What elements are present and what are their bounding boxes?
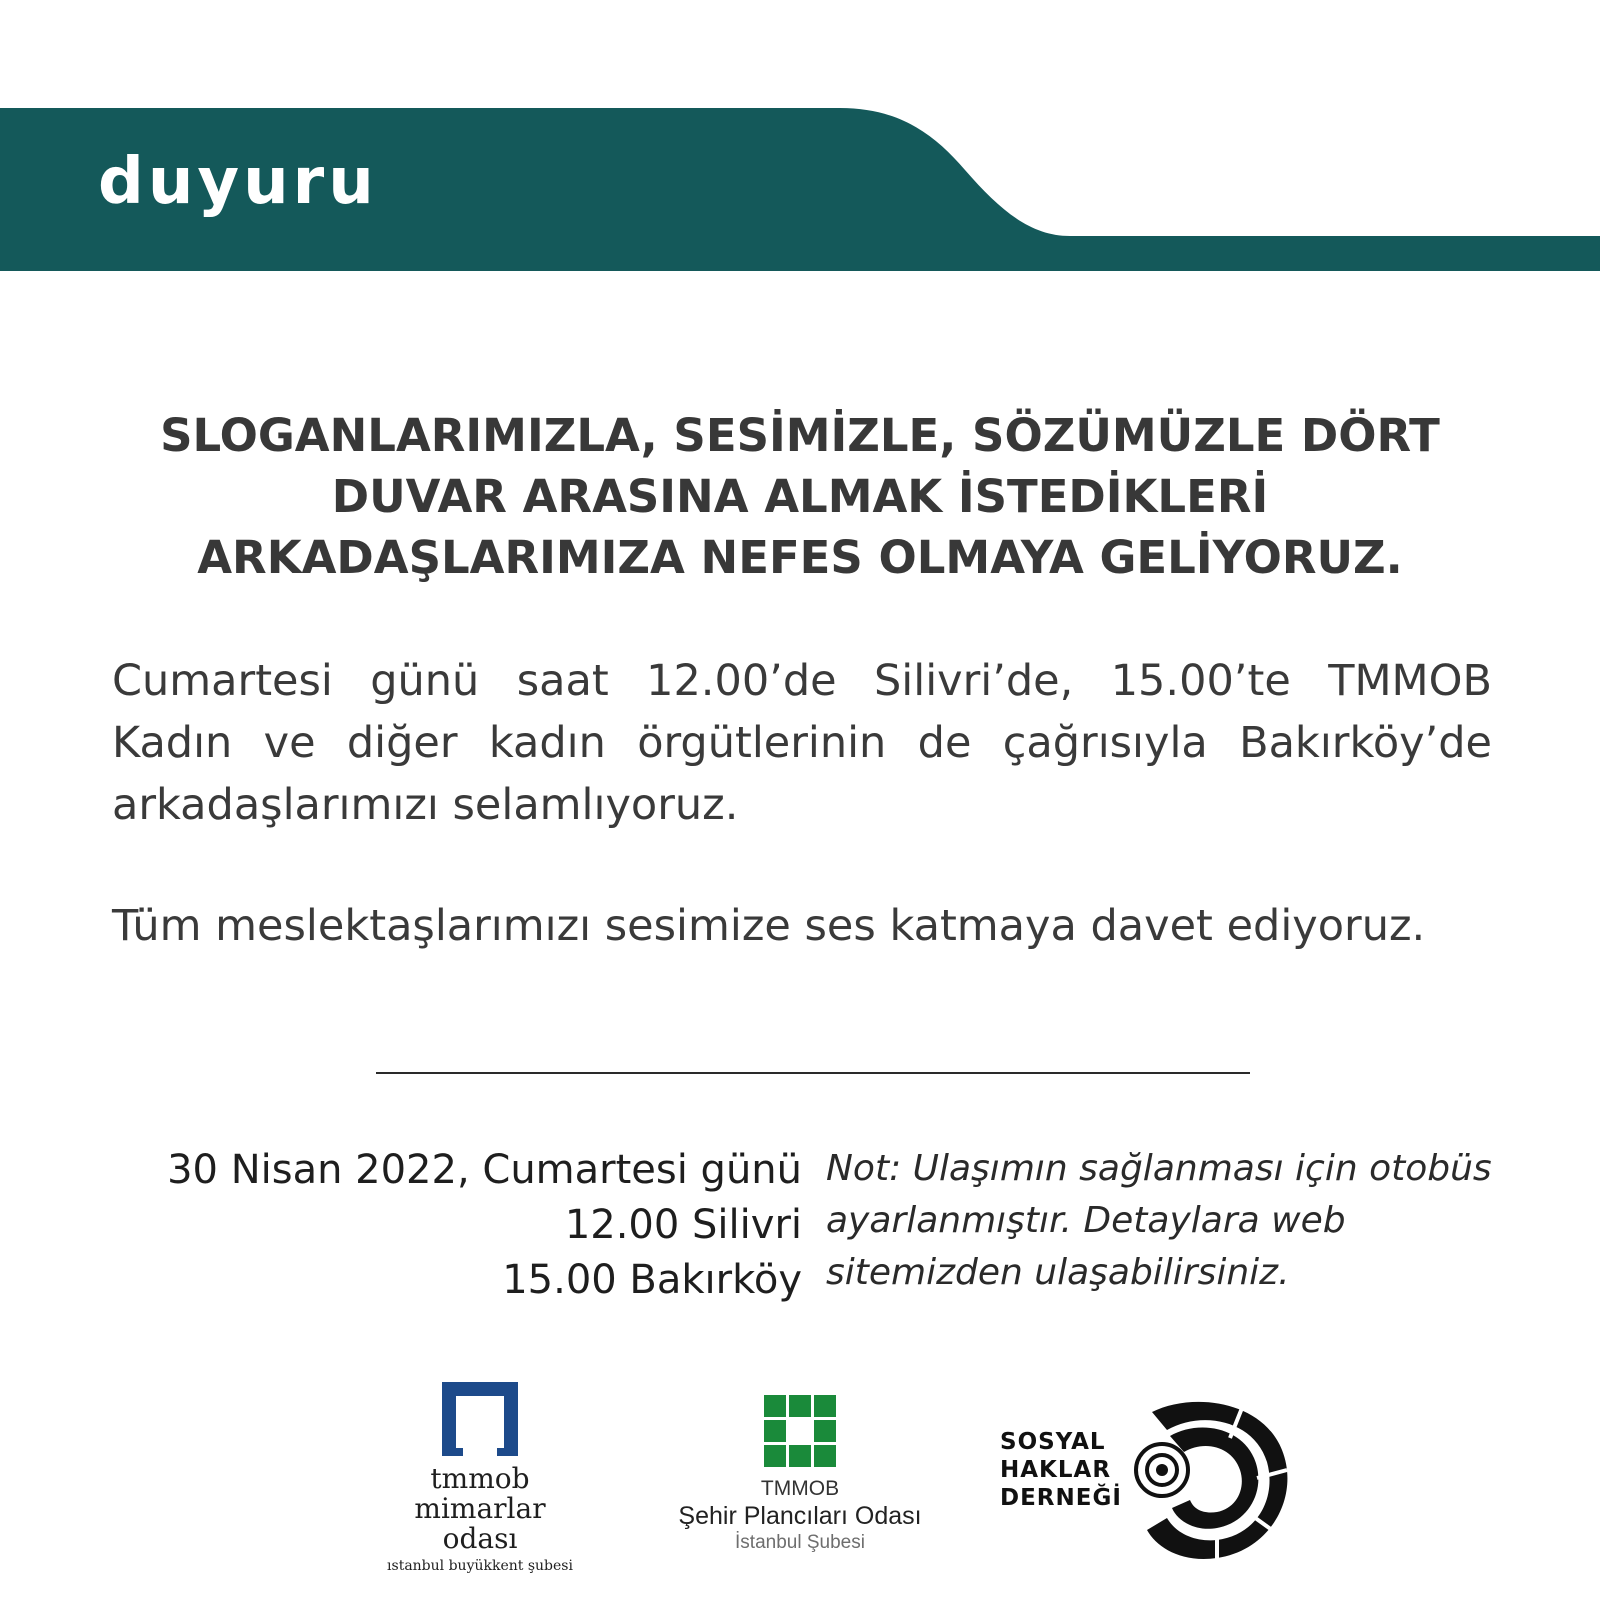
divider (376, 1072, 1250, 1074)
shd-logo-line: SOSYAL (1000, 1429, 1106, 1455)
invite-text: Tüm meslektaşlarımızı sesimize ses katmaya davet ediyoruz. (112, 901, 1426, 951)
shd-logo-text (1000, 1428, 1122, 1512)
mimarlar-logo-line: tmmob (430, 1462, 530, 1495)
headline-line: SLOGANLARIMIZLA, SESİMİZLE, SÖZÜMÜZLE DÖRT (160, 409, 1440, 462)
headline (100, 405, 1500, 588)
event-schedule (100, 1143, 802, 1308)
body-line: arkadaşlarımızı selamlıyoruz. (112, 780, 739, 830)
note-line: Not: Ulaşımın sağlanması için otobüs (826, 1148, 1492, 1189)
spo-logo-name: Şehir Plancıları Odası (678, 1502, 922, 1530)
schedule-date: 30 Nisan 2022, Cumartesi günü (167, 1147, 802, 1193)
spo-logo-branch: İstanbul Şubesi (735, 1532, 865, 1553)
headline-line: DUVAR ARASINA ALMAK İSTEDİKLERİ (331, 470, 1269, 523)
shd-logo-line: DERNEĞİ (1000, 1485, 1122, 1511)
headline-line: ARKADAŞLARIMIZA NEFES OLMAYA GELİYORUZ. (197, 531, 1403, 584)
shell-spiral-icon (1122, 1400, 1302, 1560)
mimarlar-logo-mark-icon (440, 1380, 520, 1460)
sehir-plancilari-logo (665, 1395, 935, 1585)
transport-note (826, 1143, 1546, 1299)
spo-logo-grid-icon (764, 1395, 836, 1467)
mimarlar-odasi-logo (370, 1380, 590, 1580)
schedule-time-silivri: 12.00 Silivri (564, 1202, 802, 1248)
body-line: Cumartesi günü saat 12.00’de Silivri’de, 15.00’te TMMOB (112, 656, 1492, 706)
spo-logo-line: TMMOB (760, 1477, 840, 1500)
mimarlar-logo-line: odası (442, 1522, 518, 1555)
mimarlar-logo-branch: ıstanbul buyükkent şubesi (387, 1558, 573, 1574)
body-paragraph (112, 650, 1492, 836)
sosyal-haklar-dernegi-logo (1000, 1400, 1310, 1560)
shd-logo-line: HAKLAR (1000, 1457, 1112, 1483)
body-line: Kadın ve diğer kadın örgütlerinin de çağrısıyla Bakırköy’de (112, 718, 1492, 768)
mimarlar-logo-line: mimarlar (414, 1492, 546, 1525)
header-banner (0, 0, 1600, 300)
note-line: ayarlanmıştır. Detaylara web (826, 1200, 1346, 1241)
note-line: sitemizden ulaşabilirsiniz. (826, 1252, 1290, 1293)
banner-title: duyuru (98, 145, 378, 219)
schedule-time-bakirkoy: 15.00 Bakırköy (502, 1257, 802, 1303)
